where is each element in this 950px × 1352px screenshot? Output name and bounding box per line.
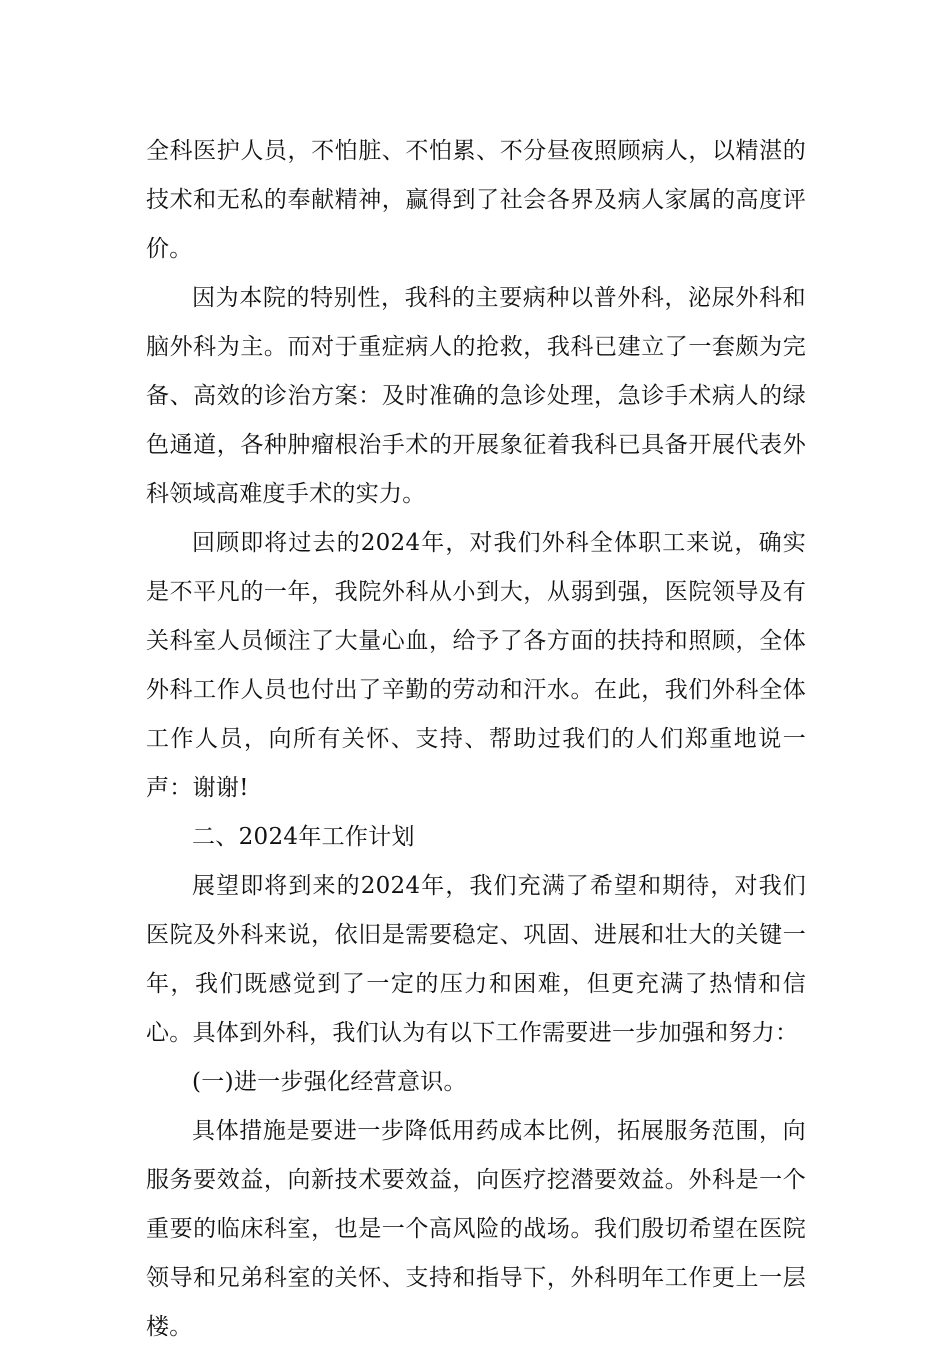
section-heading-plan: 二、2024年工作计划 <box>192 824 415 850</box>
document-body <box>146 127 806 1352</box>
paragraph-2: 因为本院的特别性，我科的主要病种以普外科，泌尿外科和脑外科为主。而对于重症病人的抢救，我科已建立了一套颇为完备、高效的诊治方案：及时准确的急诊处理，急诊手术病人的绿色通道，各种肿瘤根治手术的开展象征着我科已具备开展代表外科领域高难度手术的实力。 <box>146 285 806 507</box>
paragraph-5: 具体措施是要进一步降低用药成本比例，拓展服务范围，向服务要效益，向新技术要效益，向医疗挖潜要效益。外科是一个重要的临床科室，也是一个高风险的战场。我们殷切希望在医院领导和兄弟科室的关怀、支持和指导下，外科明年工作更上一层楼。 <box>146 1118 806 1340</box>
paragraph-4: 展望即将到来的2024年，我们充满了希望和期待，对我们医院及外科来说，依旧是需要稳定、巩固、进展和壮大的关键一年，我们既感觉到了一定的压力和困难，但更充满了热情和信心。具体到外科，我们认为有以下工作需要进一步加强和努力： <box>146 873 806 1046</box>
subsection-heading-1: (一)进一步强化经营意识。 <box>192 1069 467 1095</box>
paragraph-3: 回顾即将过去的2024年，对我们外科全体职工来说，确实是不平凡的一年，我院外科从小到大，从弱到强，医院领导及有关科室人员倾注了大量心血，给予了各方面的扶持和照顾，全体外科工作人员也付出了辛勤的劳动和汗水。在此，我们外科全体工作人员，向所有关怀、支持、帮助过我们的人们郑重地说一声：谢谢! <box>146 530 806 801</box>
paragraph-1: 全科医护人员，不怕脏、不怕累、不分昼夜照顾病人，以精湛的技术和无私的奉献精神，赢得到了社会各界及病人家属的高度评价。 <box>146 138 806 262</box>
